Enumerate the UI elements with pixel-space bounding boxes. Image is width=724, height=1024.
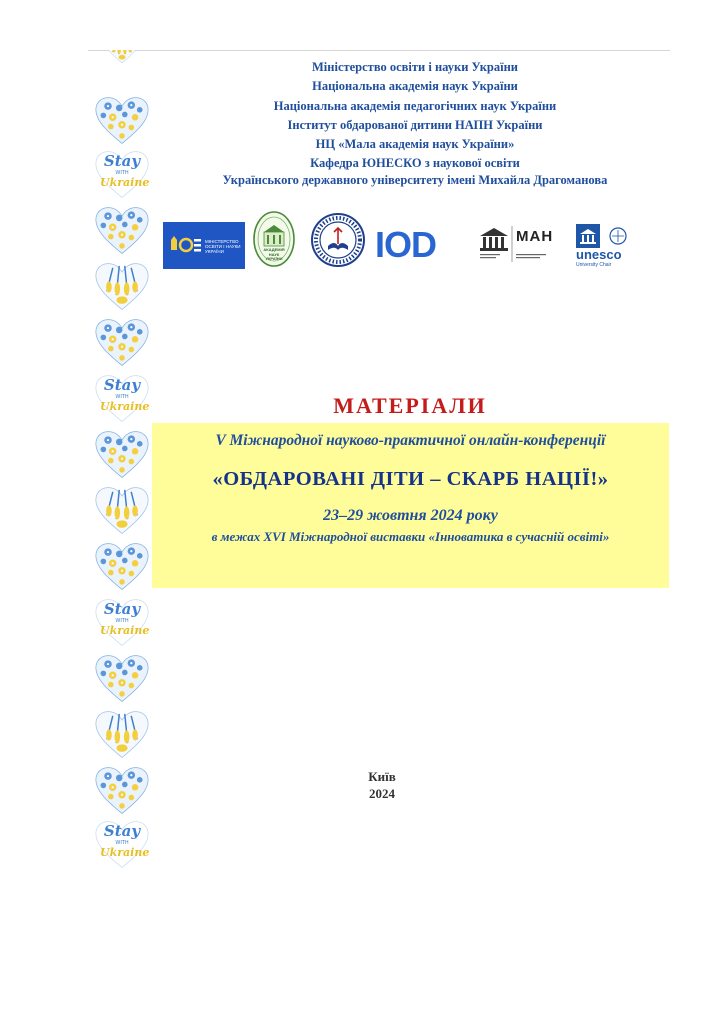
stay-text: Stay <box>103 600 141 618</box>
flower-heart-icon <box>94 206 150 256</box>
conference-dates: 23–29 жовтня 2024 року <box>323 507 498 524</box>
napn-logo <box>310 212 366 268</box>
iod-logo: IOD <box>375 224 437 265</box>
conference-name: «ОБДАРОВАНІ ДІТИ – СКАРБ НАЦІЇ!» <box>212 468 609 490</box>
header-line-ministry: Міністерство освіти і науки України <box>312 60 518 74</box>
header-line-academy-pedagogical: Національна академія педагогічних наук України <box>273 98 557 113</box>
header-line-institute: Інститут обдарованої дитини НАПН України <box>287 117 543 132</box>
academy-sciences-logo <box>252 210 296 268</box>
header-line-university: Українського державного університету імені Михайла Драгоманова <box>222 172 608 187</box>
wheat-heart-icon <box>94 50 150 80</box>
ukraine-text: Ukraine <box>100 400 150 413</box>
partner-logos <box>160 210 640 275</box>
flower-heart-icon <box>94 318 150 368</box>
conference-edition-line: V Міжнародної науково-практичної онлайн-конференції <box>215 432 606 449</box>
with-text: WITH <box>115 618 129 624</box>
stay-with-ukraine-badge <box>94 598 150 648</box>
flower-heart-icon <box>94 430 150 480</box>
stay-with-ukraine-badge <box>94 374 150 424</box>
wheat-heart-icon <box>94 486 150 536</box>
stay-with-ukraine-badge <box>94 150 150 200</box>
man-logo-text: МАН <box>516 228 554 245</box>
flower-heart-icon <box>94 542 150 592</box>
stay-text: Stay <box>103 822 141 840</box>
with-text: WITH <box>115 840 129 846</box>
wheat-heart-icon <box>94 710 150 760</box>
publication-year: 2024 <box>369 786 395 801</box>
flower-heart-icon <box>94 766 150 816</box>
mon-ukraine-logo <box>163 222 245 269</box>
header-line-man: НЦ «Мала академія наук України» <box>315 137 515 152</box>
ukraine-text: Ukraine <box>100 624 150 637</box>
unesco-man-chair-logo <box>478 224 560 264</box>
header-line-academy-sciences: Національна академія наук України <box>312 79 518 94</box>
stay-text: Stay <box>103 152 141 170</box>
exhibition-line: в межах XVI Міжнародної виставки «Інноватика в сучасній освіті» <box>211 529 610 544</box>
stay-with-ukraine-badge <box>94 820 150 870</box>
wheat-heart-icon <box>94 262 150 312</box>
with-text: WITH <box>115 170 129 176</box>
decoration-column <box>92 48 154 878</box>
mon-logo-text: МІНІСТЕРСТВО ОСВІТИ І НАУКИ УКРАЇНИ <box>205 239 241 254</box>
unesco-logo-text: unesco <box>576 247 622 262</box>
ukraine-text: Ukraine <box>100 846 150 859</box>
stay-text: Stay <box>103 376 141 394</box>
conference-title-box <box>152 423 669 588</box>
header-organizations <box>170 58 660 187</box>
flower-heart-icon <box>94 654 150 704</box>
publication-place-year <box>350 768 414 802</box>
unesco-university-chair-logo <box>576 224 636 270</box>
header-line-unesco-chair: Кафедра ЮНЕСКО з наукової освіти <box>310 156 520 171</box>
academy-logo-text: АКАДЕМІЯ НАУК УКРАЇНИ <box>263 247 285 261</box>
top-rule <box>88 50 670 51</box>
city-name: Київ <box>368 769 396 784</box>
flower-heart-icon <box>94 96 150 146</box>
materials-title: МАТЕРІАЛИ <box>333 393 487 418</box>
with-text: WITH <box>115 394 129 400</box>
unesco-sub-text: University Chair <box>576 262 612 268</box>
ukraine-text: Ukraine <box>100 176 150 189</box>
